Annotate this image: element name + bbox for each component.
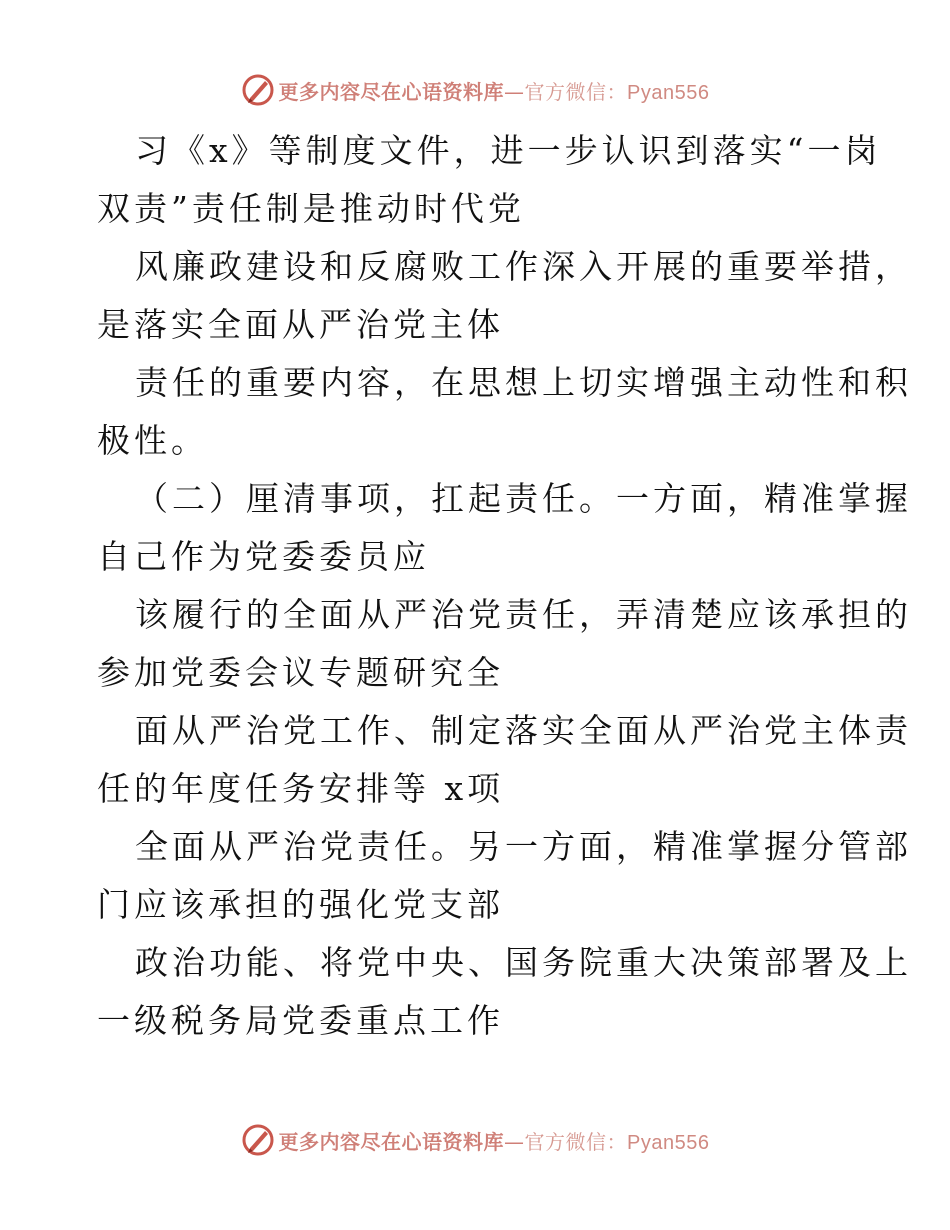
text-line: 该履行的全面从严治党责任，弄清楚应该承担的 (135, 595, 912, 634)
text-line: 风廉政建设和反腐败工作深入开展的重要举措， (135, 247, 912, 286)
header-watermark (0, 70, 950, 110)
text-line: 面从严治党工作、制定落实全面从严治党主体责 (135, 711, 912, 750)
text-line: 参加党委会议专题研究全 (97, 653, 504, 692)
pen-logo-icon (241, 1123, 275, 1157)
text-line: 政治功能、将党中央、国务院重大决策部署及上 (135, 943, 912, 982)
footer-watermark (0, 1120, 950, 1160)
text-line: 一级税务局党委重点工作 (97, 1001, 504, 1040)
text-line: 双责”责任制是推动时代党 (97, 189, 525, 228)
text-line: 任的年度任务安排等 x项 (97, 769, 505, 808)
text-line: 习《x》等制度文件，进一步认识到落实“一岗 (135, 131, 882, 170)
text-line: 极性。 (97, 421, 208, 460)
document-body (97, 122, 912, 1050)
watermark-text: 更多内容尽在心语资料库—官方微信：Pyan556 (278, 1129, 710, 1154)
text-line: 自己作为党委委员应 (97, 537, 430, 576)
watermark-text: 更多内容尽在心语资料库—官方微信：Pyan556 (278, 79, 710, 104)
text-line: 门应该承担的强化党支部 (97, 885, 504, 924)
text-line: 是落实全面从严治党主体 (97, 305, 504, 344)
pen-logo-icon (241, 73, 275, 107)
text-line: 全面从严治党责任。另一方面，精准掌握分管部 (135, 827, 912, 866)
text-line: （二）厘清事项，扛起责任。一方面，精准掌握 (135, 479, 912, 518)
text-line: 责任的重要内容，在思想上切实增强主动性和积 (135, 363, 912, 402)
